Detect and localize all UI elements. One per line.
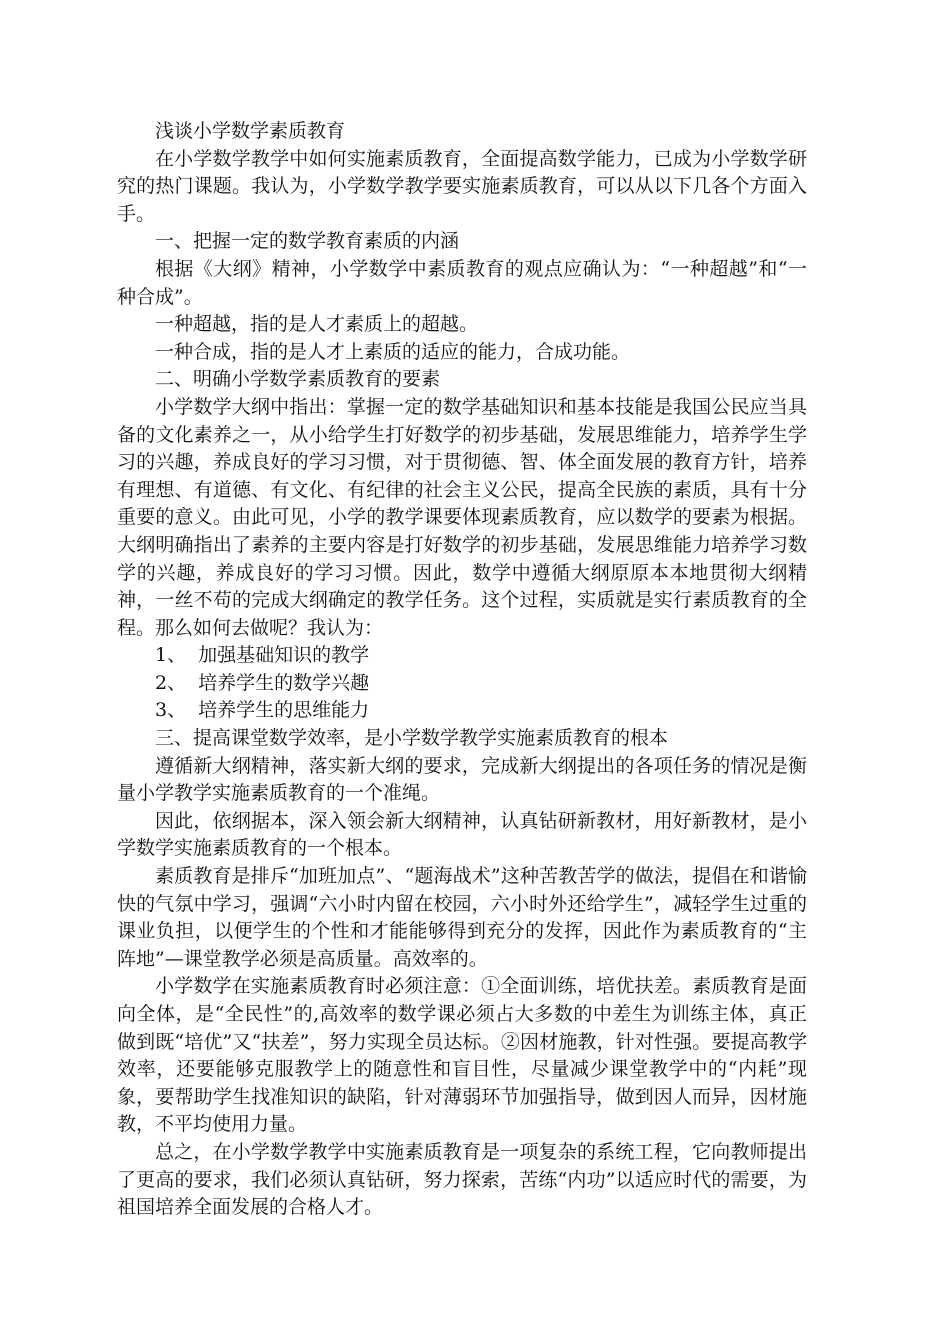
document-title: 浅谈小学数学素质教育 — [155, 120, 346, 142]
section-heading-1: 一、把握一定的数学教育素质的内涵 — [155, 230, 460, 253]
list-item: 2、 培养学生的数学兴趣 — [155, 671, 370, 694]
paragraph: 一种超越，指的是人才素质上的超越。 — [155, 313, 479, 336]
paragraph: 因此，依纲据本，深入领会新大纲精神，认真钻研新教材，用好新教材，是小学数学实施素质教育的一个根本。 — [117, 809, 807, 860]
paragraph: 一种合成，指的是人才上素质的适应的能力，合成功能。 — [155, 340, 631, 363]
list-item: 3、 培养学生的思维能力 — [155, 699, 370, 722]
section-heading-2: 二、明确小学数学素质教育的要素 — [155, 368, 441, 391]
list-item: 1、 加强基础知识的教学 — [155, 644, 370, 667]
paragraph: 在小学数学教学中如何实施素质教育，全面提高数学能力，已成为小学数学研究的热门课题。我认为，小学数学教学要实施素质教育，可以从以下几各个方面入手。 — [117, 147, 807, 225]
paragraph: 遵循新大纲精神，落实新大纲的要求，完成新大纲提出的各项任务的情况是衡量小学教学实施素质教育的一个准绳。 — [117, 754, 807, 805]
section-heading-3: 三、提高课堂数学效率，是小学数学教学实施素质教育的根本 — [155, 727, 669, 750]
paragraph: 总之，在小学数学教学中实施素质教育是一项复杂的系统工程，它向教师提出了更高的要求，我们必须认真钻研，努力探索，苦练“内功”以适应时代的需要，为祖国培养全面发展的合格人才。 — [117, 1140, 807, 1219]
paragraph: 根据《大纲》精神，小学数学中素质教育的观点应确认为：“一种超越”和“一种合成”。 — [117, 257, 807, 308]
paragraph: 小学数学在实施素质教育时必须注意：①全面训练，培优扶差。素质教育是面向全体，是“全民性”的,高效率的数学课必须占大多数的中差生为训练主体，真正做到既“培优”又“扶差”，努力实现全员达标。②因材施教，针对性强。要提高教学效率，还要能够克服教学上的随意性和盲目性，尽量减少课堂教学中的“内耗”现象，要帮助学生找准知识的缺陷，针对薄弱环节加强指导，做到因人而异，因材施教，不平均使用力量。 — [117, 975, 807, 1136]
document-body — [117, 118, 807, 1222]
paragraph: 素质教育是排斥“加班加点”、“题海战术”这种苦教苦学的做法，提倡在和谐愉快的气氛中学习，强调“六小时内留在校园，六小时外还给学生”，减轻学生过重的课业负担，以便学生的个性和才能能够得到充分的发挥，因此作为素质教育的“主阵地”—课堂教学必须是高质量。高效率的。 — [117, 865, 807, 970]
paragraph: 小学数学大纲中指出：掌握一定的数学基础知识和基本技能是我国公民应当具备的文化素养之一，从小给学生打好数学的初步基础，发展思维能力，培养学生学习的兴趣，养成良好的学习习惯，对于贯彻德、智、体全面发展的教育方针，培养有理想、有道德、有文化、有纪律的社会主义公民，提高全民族的素质，具有十分重要的意义。由此可见，小学的教学课要体现素质教育，应以数学的要素为根据。大纲明确指出了素养的主要内容是打好数学的初步基础，发展思维能力培养学习数学的兴趣，养成良好的学习习惯。因此，数学中遵循大纲原原本本地贯彻大纲精神，一丝不苟的完成大纲确定的教学任务。这个过程，实质就是实行素质教育的全程。那么如何去做呢？我认为： — [117, 395, 807, 639]
